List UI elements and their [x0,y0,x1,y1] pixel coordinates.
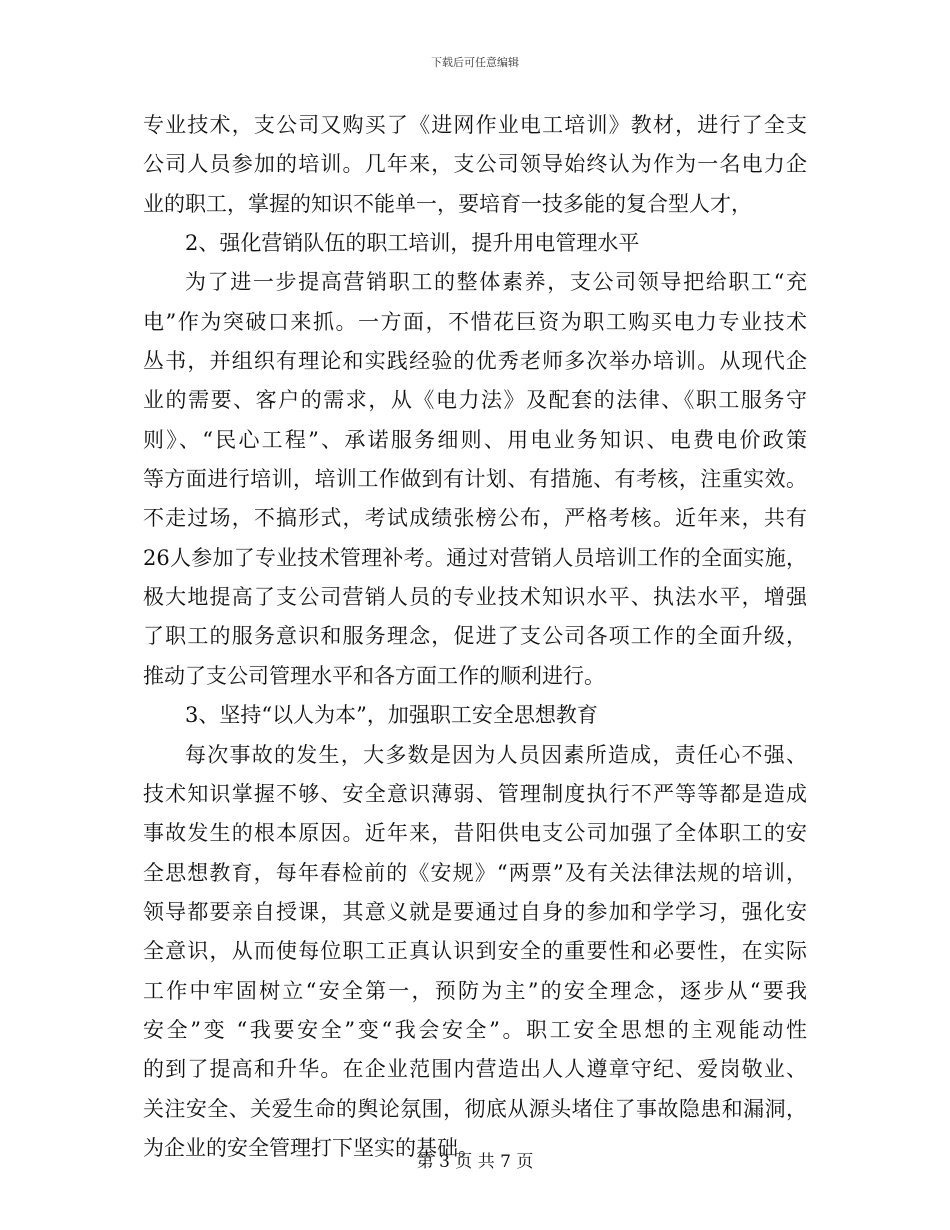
text-line: 为了进一步提高营销职工的整体素养，支公司领导把给职工“充 [185,270,807,295]
document-body [143,106,807,1168]
text-line: 3、坚持“以人为本”，加强职工安全思想教育 [185,703,598,728]
text-line: 公司人员参加的培训。几年来，支公司领导始终认为作为一名电力企 [143,152,807,177]
text-line: 等方面进行培训，培训工作做到有计划、有措施、有考核，注重实效。 [143,467,807,492]
text-line: 安全”变 “我要安全”变“我会安全”。职工安全思想的主观能动性 [143,1017,807,1042]
text-line: 技术知识掌握不够、安全意识薄弱、管理制度执行不严等等都是造成 [143,781,807,806]
page-header-note: 下载后可任意编辑 [431,56,519,69]
text-line: 为企业的安全管理打下坚实的基础。 [143,1135,479,1160]
text-line: 2、强化营销队伍的职工培训，提升用电管理水平 [185,231,640,256]
text-line: 工作中牢固树立“安全第一，预防为主”的安全理念，逐步从“要我 [143,978,807,1003]
text-line: 丛书，并组织有理论和实践经验的优秀老师多次举办培训。从现代企 [143,349,807,374]
text-line: 的到了提高和升华。在企业范围内营造出人人遵章守纪、爱岗敬业、 [143,1057,807,1082]
text-line: 极大地提高了支公司营销人员的专业技术知识水平、执法水平，增强 [143,585,807,610]
text-line: 全意识，从而使每位职工正真认识到安全的重要性和必要性，在实际 [143,939,807,964]
text-line: 每次事故的发生，大多数是因为人员因素所造成，责任心不强、 [185,742,807,767]
text-line: 电”作为突破口来抓。一方面，不惜花巨资为职工购买电力专业技术 [143,309,807,334]
text-line: 关注安全、关爱生命的舆论氛围，彻底从源头堵住了事故隐患和漏洞， [143,1096,807,1121]
page-number: 第 3 页 共 7 页 [416,1152,534,1172]
text-line: 26人参加了专业技术管理补考。通过对营销人员培训工作的全面实施， [143,545,807,570]
text-line: 业的职工，掌握的知识不能单一，要培育一技多能的复合型人才， [143,191,752,216]
text-line: 业的需要、客户的需求，从《电力法》及配套的法律、《职工服务守 [143,388,807,413]
text-line: 事故发生的根本原因。近年来，昔阳供电支公司加强了全体职工的安 [143,821,807,846]
text-line: 不走过场，不搞形式，考试成绩张榜公布，严格考核。近年来，共有 [143,506,807,531]
text-line: 全思想教育，每年春检前的《安规》“两票”及有关法律法规的培训， [143,860,807,885]
text-line: 领导都要亲自授课，其意义就是要通过自身的参加和学学习，强化安 [143,899,807,924]
text-line: 推动了支公司管理水平和各方面工作的顺利进行。 [143,663,605,688]
text-line: 了职工的服务意识和服务理念，促进了支公司各项工作的全面升级， [143,624,807,649]
text-line: 则》、“民心工程”、承诺服务细则、用电业务知识、电费电价政策 [143,427,807,452]
text-line: 专业技术，支公司又购买了《进网作业电工培训》教材，进行了全支 [143,113,807,137]
